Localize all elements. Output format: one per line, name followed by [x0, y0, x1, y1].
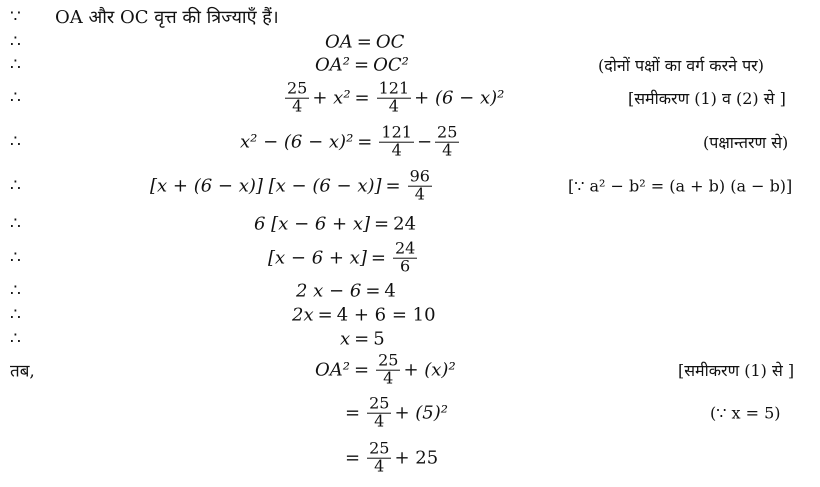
denominator: 6	[400, 256, 411, 276]
numerator: 25	[369, 393, 390, 413]
lhs-rest: + x²	[312, 87, 351, 109]
fraction	[408, 166, 432, 204]
equation	[240, 122, 462, 160]
note: [∵ a² − b² = (a + b) (a − b)]	[568, 176, 793, 196]
numerator: 25	[369, 438, 390, 458]
equation-line	[0, 166, 820, 206]
lhs: [x − 6 + x]	[268, 247, 367, 269]
then-label: तब,	[10, 361, 35, 382]
equals-sign: =	[353, 54, 370, 76]
therefore-symbol: ∴	[10, 176, 21, 196]
therefore-symbol: ∴	[10, 32, 21, 52]
lhs: 2 x − 6	[296, 280, 362, 302]
denominator: 4	[374, 456, 385, 476]
note: [समीकरण (1) व (2) से ]	[628, 89, 786, 108]
equation	[254, 214, 416, 235]
rhs: OC²	[373, 54, 409, 76]
note: (दोनों पक्षों का वर्ग करने पर)	[598, 56, 764, 75]
therefore-symbol: ∴	[10, 305, 21, 325]
lhs: x² − (6 − x)²	[240, 131, 354, 153]
equation-line	[0, 78, 820, 118]
equals-sign: =	[354, 328, 370, 350]
numerator: 121	[381, 122, 412, 142]
denominator: 4	[292, 96, 303, 116]
equation	[340, 329, 385, 350]
rhs: 4 + 6 = 10	[336, 304, 436, 326]
fraction	[376, 350, 400, 388]
equation	[341, 393, 448, 431]
note: [समीकरण (1) से ]	[678, 361, 795, 380]
therefore-symbol: ∴	[10, 214, 21, 234]
equation-line	[0, 393, 820, 433]
numerator: 25	[287, 78, 308, 98]
rhs-rest: + (5)²	[394, 402, 448, 424]
equation	[150, 166, 435, 204]
rhs: OC	[375, 31, 405, 53]
equals-sign: =	[385, 175, 401, 197]
equation-line	[0, 438, 820, 478]
fraction	[379, 122, 414, 160]
statement-text: OA और OC वृत्त की त्रिज्याएँ हैं।	[55, 7, 279, 28]
lhs: OA	[325, 31, 353, 53]
lhs: 6 [x − 6 + x]	[254, 213, 371, 235]
numerator: 121	[378, 78, 410, 98]
equation	[341, 438, 439, 476]
because-symbol: ∵	[10, 7, 21, 27]
lhs: x	[340, 328, 351, 350]
fraction	[285, 78, 309, 116]
equation	[315, 55, 409, 76]
lhs: OA²	[315, 359, 350, 381]
denominator: 4	[374, 411, 385, 431]
therefore-symbol: ∴	[10, 55, 21, 75]
equation	[315, 350, 456, 388]
therefore-symbol: ∴	[10, 329, 21, 349]
equals-sign: =	[370, 247, 386, 269]
numerator: 24	[394, 238, 416, 258]
denominator: 4	[388, 96, 399, 116]
denominator: 4	[414, 184, 425, 204]
denominator: 4	[442, 140, 453, 160]
rhs-rest: + (6 − x)²	[414, 87, 505, 109]
numerator: 25	[437, 122, 458, 142]
numerator: 96	[409, 166, 430, 186]
equals-sign: =	[354, 87, 370, 109]
equation-line	[0, 350, 820, 390]
equals-sign: =	[345, 402, 361, 424]
therefore-symbol: ∴	[10, 281, 21, 301]
therefore-symbol: ∴	[10, 88, 21, 108]
fraction	[367, 438, 391, 476]
lhs: [x + (6 − x)] [x − (6 − x)]	[150, 175, 382, 197]
rhs: 24	[393, 213, 417, 235]
lhs: OA²	[315, 54, 350, 76]
rhs-rest: + 25	[394, 447, 439, 469]
equation-line	[0, 122, 820, 162]
minus-sign: −	[416, 131, 433, 153]
therefore-symbol: ∴	[10, 248, 21, 268]
fraction	[435, 122, 459, 160]
rhs-rest: + (x)²	[403, 359, 456, 381]
equals-sign: =	[317, 304, 333, 326]
equals-sign: =	[353, 359, 370, 381]
note: (पक्षान्तरण से)	[703, 133, 789, 152]
therefore-symbol: ∴	[10, 132, 21, 152]
rhs: 4	[384, 280, 396, 302]
equals-sign: =	[374, 213, 390, 235]
denominator: 4	[391, 140, 402, 160]
denominator: 4	[383, 368, 394, 388]
equals-sign: =	[365, 280, 381, 302]
note: (∵ x = 5)	[710, 403, 781, 423]
equals-sign: =	[345, 447, 361, 469]
lhs: 2x	[292, 304, 314, 326]
equals-sign: =	[356, 31, 372, 53]
equals-sign: =	[357, 131, 373, 153]
fraction	[367, 393, 391, 431]
numerator: 25	[378, 350, 399, 370]
fraction	[377, 78, 412, 116]
equation	[282, 78, 505, 116]
rhs: 5	[373, 328, 385, 350]
